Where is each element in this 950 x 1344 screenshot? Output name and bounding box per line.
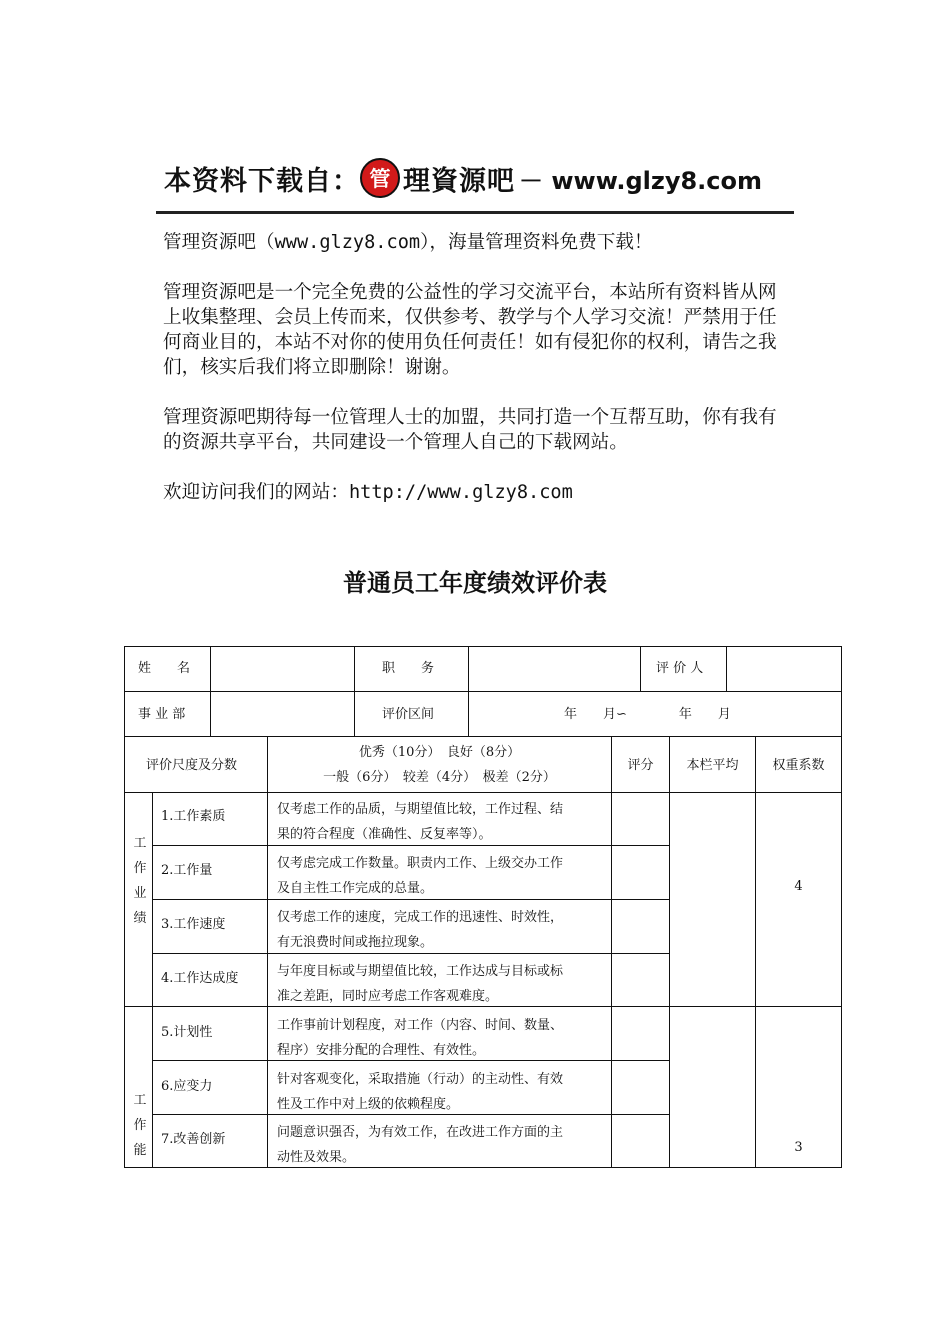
item-description <box>268 955 611 1009</box>
banner-row <box>164 158 762 198</box>
col-divider <box>611 736 612 1168</box>
logo-char: 管 <box>369 167 391 191</box>
scale-label: 评价尺度及分数 <box>146 758 238 773</box>
item-name: 3.工作速度 <box>161 917 226 932</box>
table-border-left <box>124 646 125 1168</box>
item-desc-line: 仅考虑工作的速度，完成工作的迅速性、时效性， <box>277 910 564 925</box>
item-description <box>268 1063 611 1117</box>
item-desc-line: 程序）安排分配的合理性、有效性。 <box>277 1043 486 1058</box>
item-desc-line: 仅考虑完成工作数量。职责内工作、上级交办工作 <box>277 856 564 871</box>
item-desc-line: 针对客观变化，采取措施（行动）的主动性、有效 <box>277 1072 564 1087</box>
banner-prefix: 本资料下载自： <box>164 165 360 197</box>
banner-url: － www.glzy8.com <box>519 166 763 195</box>
page-title: 普通员工年度绩效评价表 <box>343 568 607 597</box>
position-label: 职 务 <box>382 661 435 676</box>
item-desc-line: 动性及效果。 <box>277 1150 356 1165</box>
col-divider <box>152 792 153 1168</box>
group-label-ability <box>132 1088 148 1163</box>
period-label: 评价区间 <box>382 707 435 722</box>
item-description <box>268 847 611 901</box>
evaluation-table <box>124 646 842 1168</box>
item-description <box>268 1116 611 1170</box>
group-label-char: 工 <box>133 836 147 851</box>
intro-paragraph-3: 管理资源吧期待每一位管理人士的加盟，共同打造一个互帮互助，你有我有的资源共享平台，共同建设一个管理人自己的下载网站。 <box>163 407 777 453</box>
col-divider <box>468 646 469 736</box>
average-label: 本栏平均 <box>686 758 739 773</box>
item-desc-line: 问题意识强否，为有效工作，在改进工作方面的主 <box>277 1125 564 1140</box>
name-label: 姓 名 <box>138 661 191 676</box>
col-divider <box>755 736 756 1168</box>
department-label: 事 业 部 <box>138 707 186 722</box>
col-divider <box>354 646 355 736</box>
scale-line-2: 一般（6分） 较差（4分） 极差（2分） <box>323 770 556 785</box>
group-label-performance <box>132 831 148 931</box>
site-logo-icon <box>360 158 400 198</box>
table-border-right <box>841 646 842 1168</box>
item-name: 4.工作达成度 <box>161 971 239 986</box>
intro-paragraph-4: 欢迎访问我们的网站：http://www.glzy8.com <box>163 482 573 503</box>
group-label-char: 业 <box>133 886 147 901</box>
col-divider <box>640 646 641 691</box>
group-label-char: 工 <box>133 1093 147 1108</box>
item-description <box>268 1009 611 1063</box>
item-desc-line: 仅考虑工作的品质，与期望值比较，工作过程、结 <box>277 802 564 817</box>
item-name: 1.工作素质 <box>161 809 226 824</box>
item-desc-line: 性及工作中对上级的依赖程度。 <box>277 1097 460 1112</box>
item-desc-line: 与年度目标或与期望值比较，工作达成与目标或标 <box>277 964 564 979</box>
group-label-char: 作 <box>133 861 147 876</box>
intro-paragraph-2: 管理资源吧是一个完全免费的公益性的学习交流平台，本站所有资料皆从网上收集整理、会员上传而来，仅供参考、教学与个人学习交流！严禁用于任何商业目的，本站不对你的使用负任何责任！如有侵犯你的权利，请告之我们，核实后我们将立即删除！谢谢。 <box>163 282 777 378</box>
col-divider <box>726 646 727 691</box>
intro-text <box>163 230 793 530</box>
weight-value-performance: 4 <box>794 879 803 894</box>
item-name: 7.改善创新 <box>161 1132 226 1147</box>
table-border-top <box>124 646 842 647</box>
evaluator-label: 评 价 人 <box>656 661 704 676</box>
item-desc-line: 果的符合程度（准确性、反复率等）。 <box>277 827 492 842</box>
item-desc-line: 工作事前计划程度，对工作（内容、时间、数量、 <box>277 1018 564 1033</box>
item-desc-line: 准之差距，同时应考虑工作客观难度。 <box>277 989 499 1004</box>
weight-label: 权重系数 <box>772 758 825 773</box>
row-divider <box>124 736 842 737</box>
item-name: 5.计划性 <box>161 1025 213 1040</box>
scale-line-1: 优秀（10分） 良好（8分） <box>358 745 521 760</box>
col-divider <box>669 736 670 1168</box>
download-banner <box>156 150 794 216</box>
group-label-char: 作 <box>133 1118 147 1133</box>
banner-site-name: 理資源吧 <box>403 165 515 197</box>
score-label: 评分 <box>627 758 654 773</box>
item-desc-line: 有无浪费时间或拖拉现象。 <box>277 935 434 950</box>
banner-divider <box>156 211 794 214</box>
weight-value-ability: 3 <box>794 1140 803 1155</box>
group-label-char: 能 <box>133 1143 147 1158</box>
group-label-char: 绩 <box>133 911 147 926</box>
item-name: 2.工作量 <box>161 863 213 878</box>
item-description <box>268 901 611 955</box>
period-value: 年 月∽ 年 月 <box>564 707 731 722</box>
col-divider <box>210 646 211 736</box>
intro-paragraph-1: 管理资源吧（www.glzy8.com），海量管理资料免费下载！ <box>163 232 653 253</box>
item-description <box>268 793 611 847</box>
item-desc-line: 及自主性工作完成的总量。 <box>277 881 434 896</box>
row-divider <box>124 691 842 692</box>
item-name: 6.应变力 <box>161 1079 213 1094</box>
